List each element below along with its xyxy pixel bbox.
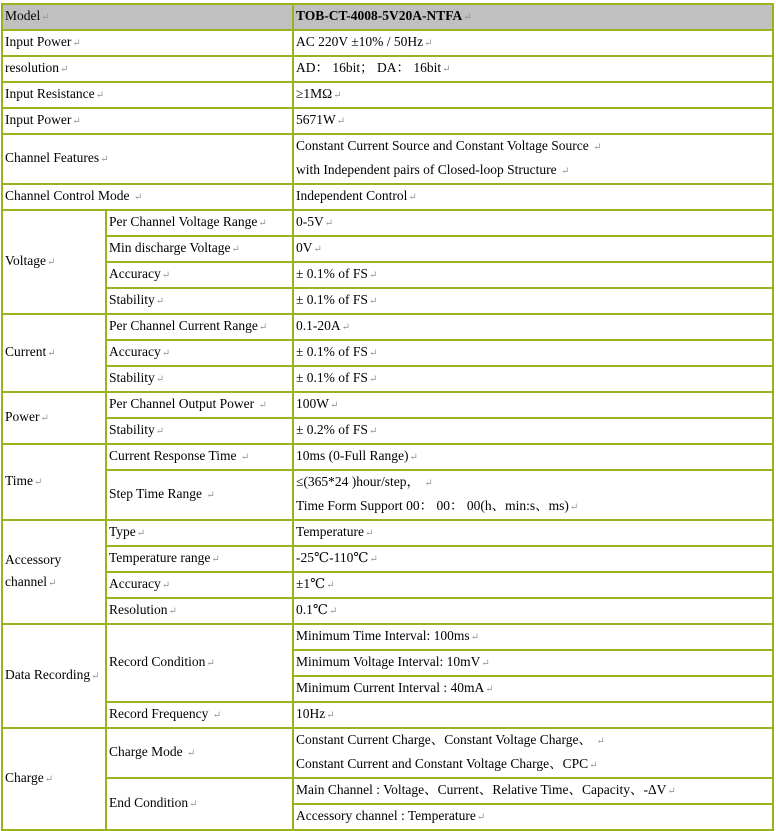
paragraph-mark-icon: ↵ <box>136 528 146 539</box>
row-value: ± 0.1% of FS↵ <box>293 262 773 288</box>
paragraph-mark-icon: ↵ <box>187 748 196 759</box>
paragraph-mark-icon: ↵ <box>369 554 378 565</box>
row-label: Step Time Range ↵ <box>106 470 293 520</box>
row-value: 0.1-20A↵ <box>293 314 773 340</box>
row-label: Per Channel Output Power ↵ <box>106 392 293 418</box>
paragraph-mark-icon: ↵ <box>155 426 165 437</box>
paragraph-mark-icon: ↵ <box>326 710 335 721</box>
paragraph-mark-icon: ↵ <box>442 64 451 75</box>
row-label: Input Power↵ <box>2 108 293 134</box>
row-value: 0V↵ <box>293 236 773 262</box>
table-row <box>2 418 773 444</box>
table-row <box>2 210 773 236</box>
row-value: Main Channel : Voltage、Current、Relative Time、Capacity、-ΔV↵ <box>293 778 773 804</box>
table-row <box>2 702 773 728</box>
model-value-cell <box>293 4 773 30</box>
row-value: Minimum Current Interval : 40mA↵ <box>293 676 773 702</box>
row-value: -25℃-110℃↵ <box>293 546 773 572</box>
table-row <box>2 520 773 546</box>
paragraph-mark-icon: ↵ <box>258 400 267 411</box>
row-value: 10ms (0-Full Range)↵ <box>293 444 773 470</box>
row-value: AD： 16bit； DA： 16bit↵ <box>293 56 773 82</box>
paragraph-mark-icon: ↵ <box>365 528 374 539</box>
row-value: 0.1℃↵ <box>293 598 773 624</box>
row-label: Accuracy↵ <box>106 262 293 288</box>
group-label-charge: Charge↵ <box>2 728 106 830</box>
table-row <box>2 340 773 366</box>
table-row <box>2 30 773 56</box>
table-row <box>2 366 773 392</box>
paragraph-mark-icon: ↵ <box>240 452 250 463</box>
paragraph-mark-icon: ↵ <box>231 244 240 255</box>
row-value: Temperature↵ <box>293 520 773 546</box>
table-row <box>2 262 773 288</box>
table-row <box>2 108 773 134</box>
model-label-cell <box>2 4 293 30</box>
row-label: Channel Control Mode ↵ <box>2 184 293 210</box>
model-value: TOB-CT-4008-5V20A-NTFA <box>296 8 463 23</box>
paragraph-mark-icon: ↵ <box>326 580 335 591</box>
paragraph-mark-icon: ↵ <box>211 554 220 565</box>
paragraph-mark-icon: ↵ <box>368 426 378 437</box>
paragraph-mark-icon: ↵ <box>330 400 339 411</box>
row-label: Input Resistance↵ <box>2 82 293 108</box>
row-label: Accuracy↵ <box>106 572 293 598</box>
group-label-voltage: Voltage↵ <box>2 210 106 314</box>
row-label: End Condition↵ <box>106 778 293 830</box>
spec-table <box>1 3 774 831</box>
paragraph-mark-icon: ↵ <box>408 192 417 203</box>
group-label-data-recording: Data Recording↵ <box>2 624 106 728</box>
paragraph-mark-icon: ↵ <box>40 413 49 424</box>
paragraph-mark-icon: ↵ <box>155 374 165 385</box>
table-row <box>2 314 773 340</box>
paragraph-mark-icon: ↵ <box>206 658 215 669</box>
paragraph-mark-icon: ↵ <box>424 478 433 489</box>
paragraph-mark-icon: ↵ <box>481 658 490 669</box>
paragraph-mark-icon: ↵ <box>368 374 378 385</box>
paragraph-mark-icon: ↵ <box>470 632 480 643</box>
paragraph-mark-icon: ↵ <box>72 116 81 127</box>
paragraph-mark-icon: ↵ <box>47 578 57 589</box>
paragraph-mark-icon: ↵ <box>95 90 104 101</box>
row-value: ± 0.1% of FS↵ <box>293 366 773 392</box>
paragraph-mark-icon: ↵ <box>569 502 579 513</box>
paragraph-mark-icon: ↵ <box>333 90 342 101</box>
row-label: Record Frequency ↵ <box>106 702 293 728</box>
paragraph-mark-icon: ↵ <box>368 296 378 307</box>
paragraph-mark-icon: ↵ <box>485 684 494 695</box>
row-value: AC 220V ±10% / 50Hz↵ <box>293 30 773 56</box>
table-row <box>2 598 773 624</box>
row-label: resolution↵ <box>2 56 293 82</box>
group-label-time: Time↵ <box>2 444 106 520</box>
row-label: Type↵ <box>106 520 293 546</box>
paragraph-mark-icon: ↵ <box>168 606 177 617</box>
table-row <box>2 82 773 108</box>
table-row <box>2 728 773 778</box>
row-value: Constant Current Charge、Constant Voltage Charge、 ↵ Constant Current and Constant Voltage Charge、CPC↵ <box>293 728 773 778</box>
row-value: Minimum Time Interval: 100ms↵ <box>293 624 773 650</box>
table-row <box>2 778 773 804</box>
group-label-accessory: Accessory channel↵ <box>2 520 106 624</box>
paragraph-mark-icon: ↵ <box>258 218 267 229</box>
table-row <box>2 236 773 262</box>
paragraph-mark-icon: ↵ <box>596 736 605 747</box>
paragraph-mark-icon: ↵ <box>161 348 171 359</box>
row-label: Per Channel Current Range↵ <box>106 314 293 340</box>
row-label: Input Power↵ <box>2 30 293 56</box>
row-label: Per Channel Voltage Range↵ <box>106 210 293 236</box>
row-label: Stability↵ <box>106 366 293 392</box>
paragraph-mark-icon: ↵ <box>44 774 54 785</box>
group-label-current: Current↵ <box>2 314 106 392</box>
paragraph-mark-icon: ↵ <box>133 192 143 203</box>
row-label: Charge Mode ↵ <box>106 728 293 778</box>
paragraph-mark-icon: ↵ <box>189 799 198 810</box>
row-value: 10Hz↵ <box>293 702 773 728</box>
paragraph-mark-icon: ↵ <box>155 296 165 307</box>
row-value: Accessory channel : Temperature↵ <box>293 804 773 830</box>
paragraph-mark-icon: ↵ <box>424 38 433 49</box>
paragraph-mark-icon: ↵ <box>409 452 418 463</box>
row-label: Resolution↵ <box>106 598 293 624</box>
paragraph-mark-icon: ↵ <box>476 812 486 823</box>
paragraph-mark-icon: ↵ <box>206 490 215 501</box>
row-label: Min discharge Voltage↵ <box>106 236 293 262</box>
row-label: Stability↵ <box>106 288 293 314</box>
table-row-channel-features <box>2 134 773 184</box>
paragraph-mark-icon: ↵ <box>91 671 100 682</box>
paragraph-mark-icon: ↵ <box>161 580 171 591</box>
paragraph-mark-icon: ↵ <box>336 116 346 127</box>
row-label: Accuracy↵ <box>106 340 293 366</box>
paragraph-mark-icon: ↵ <box>463 12 472 23</box>
paragraph-mark-icon: ↵ <box>72 38 81 49</box>
row-value: ≥1MΩ↵ <box>293 82 773 108</box>
table-row <box>2 56 773 82</box>
row-label: Stability↵ <box>106 418 293 444</box>
table-row <box>2 444 773 470</box>
table-row <box>2 392 773 418</box>
paragraph-mark-icon: ↵ <box>593 142 602 153</box>
row-value: Constant Current Source and Constant Voltage Source ↵ with Independent pairs of Closed-loop Structure ↵ <box>293 134 773 184</box>
table-row <box>2 288 773 314</box>
row-value: Minimum Voltage Interval: 10mV↵ <box>293 650 773 676</box>
paragraph-mark-icon: ↵ <box>324 218 334 229</box>
paragraph-mark-icon: ↵ <box>47 257 56 268</box>
table-row <box>2 470 773 520</box>
paragraph-mark-icon: ↵ <box>589 760 598 771</box>
paragraph-mark-icon: ↵ <box>341 322 351 333</box>
row-label: Temperature range↵ <box>106 546 293 572</box>
row-value: 100W↵ <box>293 392 773 418</box>
table-row <box>2 572 773 598</box>
paragraph-mark-icon: ↵ <box>258 322 268 333</box>
row-label: Current Response Time ↵ <box>106 444 293 470</box>
group-label-power: Power↵ <box>2 392 106 444</box>
row-value: ± 0.2% of FS↵ <box>293 418 773 444</box>
row-value: 5671W↵ <box>293 108 773 134</box>
row-label: Channel Features↵ <box>2 134 293 184</box>
paragraph-mark-icon: ↵ <box>368 270 378 281</box>
row-label: Record Condition↵ <box>106 624 293 702</box>
paragraph-mark-icon: ↵ <box>41 12 50 23</box>
paragraph-mark-icon: ↵ <box>212 710 222 721</box>
row-value: 0-5V↵ <box>293 210 773 236</box>
table-row-model <box>2 4 773 30</box>
table-row <box>2 624 773 650</box>
paragraph-mark-icon: ↵ <box>47 348 56 359</box>
paragraph-mark-icon: ↵ <box>560 166 570 177</box>
row-value: ≤(365*24 )hour/step， ↵ Time Form Support 00： 00： 00(h、min:s、ms)↵ <box>293 470 773 520</box>
paragraph-mark-icon: ↵ <box>161 270 171 281</box>
table-row <box>2 546 773 572</box>
paragraph-mark-icon: ↵ <box>100 154 109 165</box>
paragraph-mark-icon: ↵ <box>313 244 322 255</box>
row-value: ±1℃↵ <box>293 572 773 598</box>
paragraph-mark-icon: ↵ <box>34 477 43 488</box>
table-row-channel-control <box>2 184 773 210</box>
model-label: Model <box>5 8 41 23</box>
paragraph-mark-icon: ↵ <box>60 64 69 75</box>
row-value: ± 0.1% of FS↵ <box>293 288 773 314</box>
row-value: ± 0.1% of FS↵ <box>293 340 773 366</box>
paragraph-mark-icon: ↵ <box>368 348 378 359</box>
row-value: Independent Control↵ <box>293 184 773 210</box>
paragraph-mark-icon: ↵ <box>329 606 338 617</box>
paragraph-mark-icon: ↵ <box>667 786 676 797</box>
